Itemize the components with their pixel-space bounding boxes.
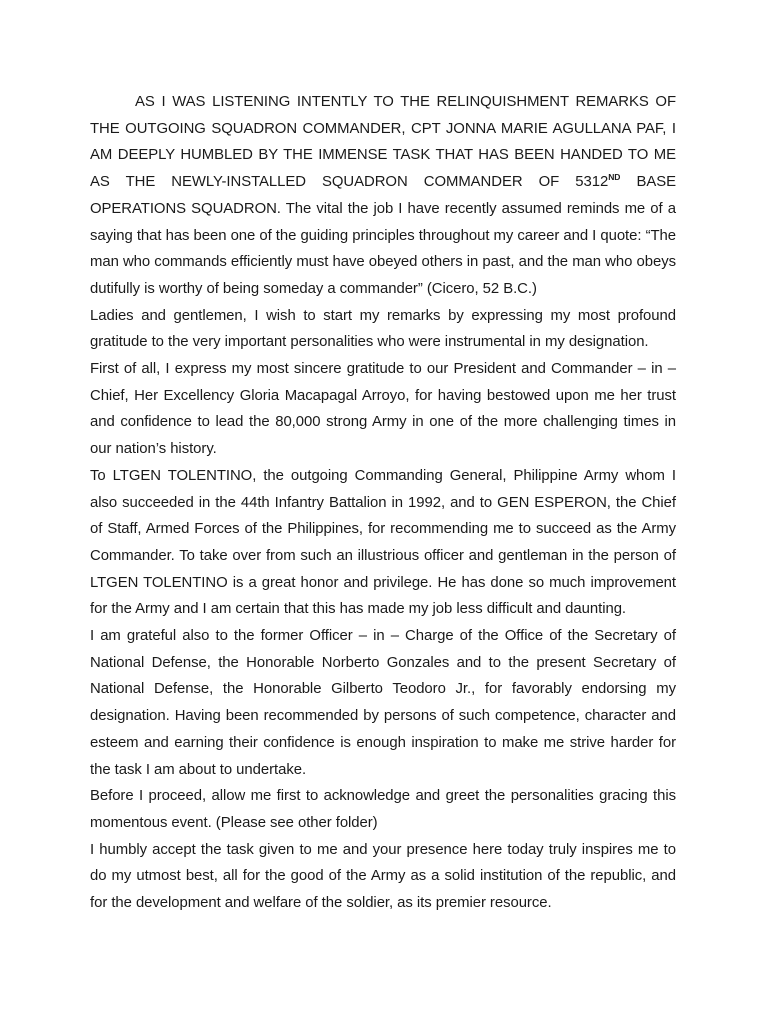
paragraph-president: First of all, I express my most sincere gratitude to our President and Commander – in – Chief, Her Excellency Gloria Macapagal Arroyo, for having bestowed upon me her trust and confidence to lead the 80,000 strong Army in one of the more challenging times in our nation’s history. [90,361,676,458]
paragraph-defense-secretary: I am grateful also to the former Officer – in – Charge of the Office of the Secretary of National Defense, the Honorable Norberto Gonzales and to the present Secretary of National Defense, the Honorable Gilberto Teodoro Jr., for favorably endorsing my designation. Having been recommended by persons of such competence, character and esteem and earning their confidence is enough inspiration to make me strive harder for the task I am about to undertake. [90,628,676,778]
ordinal-superscript: ND [608,172,621,183]
opening-text: AS I WAS LISTENING INTENTLY TO THE RELINQUISHMENT REMARKS OF THE OUTGOING SQUADRON COMMANDER, CPT JONNA MARIE AGULLANA PAF, I AM DEEPLY HUMBLED BY THE IMMENSE TASK THAT HAS BEEN HANDED TO ME AS THE NEWLY-INSTALLED SQUADRON COMMANDER OF 5312 [90,94,676,191]
paragraph-closing: I humbly accept the task given to me and your presence here today truly inspires me to do my utmost best, all for the good of the Army as a solid institution of the republic, and for the development and welfare of the soldier, as its premier resource. [90,841,676,912]
paragraph-acknowledge: Before I proceed, allow me first to acknowledge and greet the personalities gracing this momentous event. (Please see other folder) [90,788,676,831]
paragraph-tolentino: To LTGEN TOLENTINO, the outgoing Commanding General, Philippine Army whom I also succeeded in the 44th Infantry Battalion in 1992, and to GEN ESPERON, the Chief of Staff, Armed Forces of the Philippines, for recommending me to succeed as the Army Commander. To take over from such an illustrious officer and gentleman in the person of LTGEN TOLENTINO is a great honor and privilege. He has done so much improvement for the Army and I am certain that this has made my job less difficult and daunting. [90,467,676,618]
paragraph-opening [90,89,676,303]
paragraph-greeting: Ladies and gentlemen, I wish to start my remarks by expressing my most profound gratitude to the very important personalities who were instrumental in my designation. [90,307,676,351]
document-body [90,89,676,917]
opening-text-continued: BASE OPERATIONS SQUADRON. The vital the job I have recently assumed reminds me of a saying that has been one of the guiding principles throughout my career and I quote: “The man who commands efficiently must have obeyed others in past, and the man who obeys dutifully is worthy of being someday a commander” (Cicero, 52 B.C.) [90,174,676,297]
